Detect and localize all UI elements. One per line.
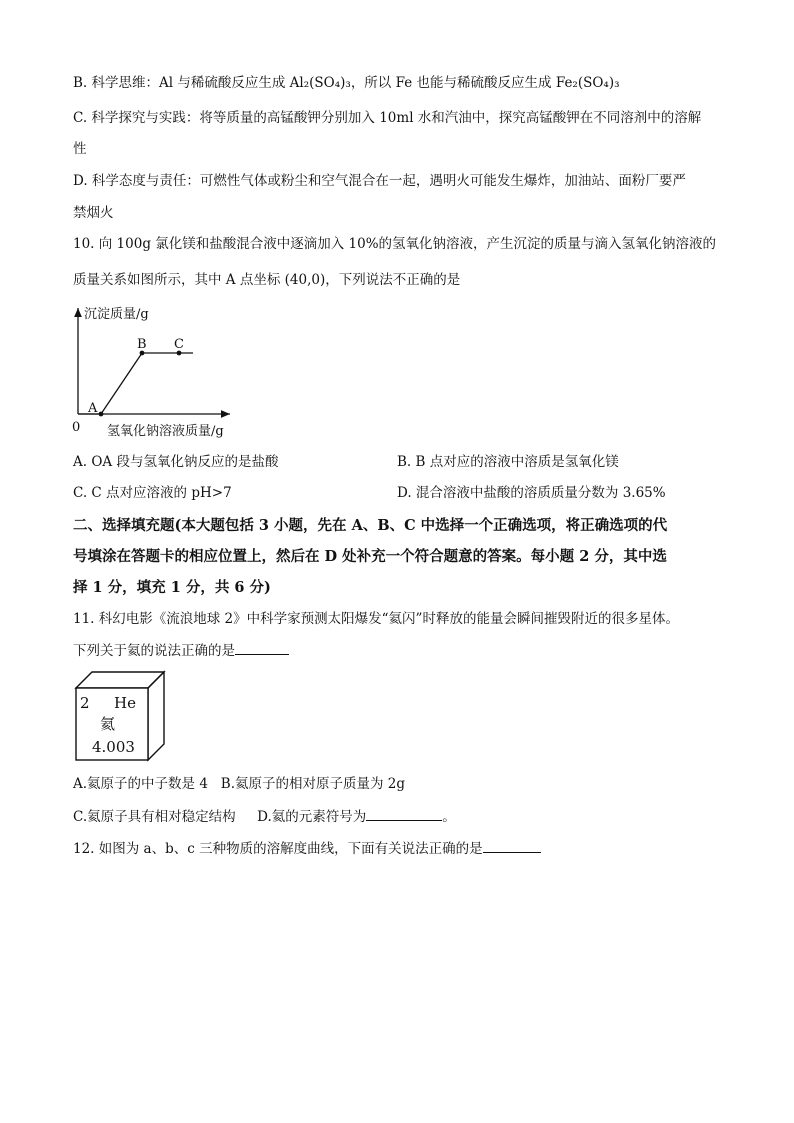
q9-option-c-line1: C. 科学探究与实践：将等质量的高锰酸钾分别加入 10ml 水和汽油中，探究高锰酸钾在不同溶剂中的溶解 <box>73 110 702 126</box>
point-a-label: A <box>88 401 98 416</box>
q9-option-d-line2: 禁烟火 <box>73 205 114 221</box>
q10-option-a: A. OA 段与氢氧化钠反应的是盐酸 <box>73 454 279 470</box>
q11-stem-line2 <box>73 640 289 661</box>
q11-stem-line2-text: 下列关于氦的说法正确的是 <box>73 643 235 659</box>
q9-formula-1: Al₂(SO₄)₃ <box>289 75 351 91</box>
q9-option-d-line1: D. 科学态度与责任：可燃性气体或粉尘和空气混合在一起，遇明火可能发生爆炸，加油站、面粉厂要严 <box>73 173 686 189</box>
q10-stem-line2: 质量关系如图所示，其中 A 点坐标 (40,0)，下列说法不正确的是 <box>73 272 461 288</box>
q9-formula-2: Fe₂(SO₄)₃ <box>555 75 620 91</box>
answer-blank[interactable] <box>483 838 541 853</box>
y-axis-label: 沉淀质量/g <box>84 307 149 322</box>
answer-blank[interactable] <box>366 806 442 821</box>
q11-option-b: B.氦原子的相对原子质量为 2g <box>220 776 406 792</box>
q12-stem <box>73 838 541 859</box>
q10-stem-line1: 10. 向 100g 氯化镁和盐酸混合液中逐滴加入 10%的氢氧化钠溶液，产生沉淀的质量与滴入氢氧化钠溶液的 <box>73 236 717 252</box>
q10-graph <box>60 300 260 445</box>
q11-stem-line1: 11. 科幻电影《流浪地球 2》中科学家预测太阳爆发“氦闪”时释放的能量会瞬间摧毁附近的很多星体。 <box>73 611 679 627</box>
q11-options-line1 <box>73 774 405 794</box>
x-axis-label: 氢氧化钠溶液质量/g <box>107 424 224 439</box>
q11-option-c: C.氦原子具有相对稳定结构 <box>73 809 236 825</box>
q9-option-b-mid: ，所以 Fe 也能与稀硫酸反应生成 <box>350 75 556 91</box>
point-b-label: B <box>137 337 147 352</box>
q11-option-a: A.氦原子的中子数是 4 <box>73 776 208 792</box>
origin-label: 0 <box>72 420 81 435</box>
section2-line3: 择 1 分，填充 1 分，共 6 分) <box>73 579 271 596</box>
q11-options-line2 <box>73 806 456 827</box>
section2-line2: 号填涂在答题卡的相应位置上，然后在 D 处补充一个符合题意的答案。每小题 2 分，其中选 <box>73 548 667 565</box>
point-c-label: C <box>174 337 184 352</box>
q10-option-b: B. B 点对应的溶液中溶质是氢氧化镁 <box>397 454 619 470</box>
q9-option-c-line2: 性 <box>73 141 87 157</box>
section2-line1: 二、选择填充题(本大题包括 3 小题，先在 A、B、C 中选择一个正确选项，将正确选项的代 <box>73 517 668 534</box>
q11-option-d-end: 。 <box>442 809 456 825</box>
q11-option-d: D.氦的元素符号为 <box>257 809 367 825</box>
q10-option-d: D. 混合溶液中盐酸的溶质质量分数为 3.65% <box>397 485 666 501</box>
answer-blank[interactable] <box>235 640 289 655</box>
element-cell <box>72 668 168 764</box>
q9-option-b-text: B. 科学思维：Al 与稀硫酸反应生成 <box>73 75 290 91</box>
atomic-number: 2 <box>80 694 90 712</box>
point-a <box>99 412 104 417</box>
element-symbol: He <box>114 694 136 712</box>
q12-stem-text: 12. 如图为 a、b、c 三种物质的溶解度曲线，下面有关说法正确的是 <box>73 841 483 857</box>
atomic-mass: 4.003 <box>92 738 135 756</box>
q9-option-b <box>73 73 620 93</box>
q10-option-c: C. C 点对应溶液的 pH>7 <box>73 485 232 501</box>
element-name: 氦 <box>100 715 116 733</box>
